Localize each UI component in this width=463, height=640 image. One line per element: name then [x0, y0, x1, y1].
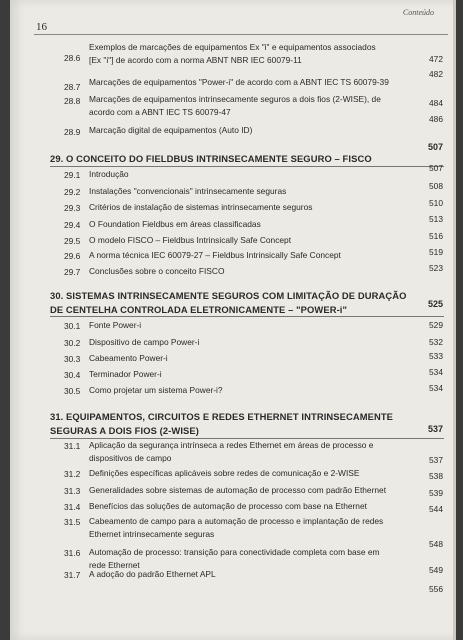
section-title: Benefícios das soluções de automação de processo com base na Ethernet: [89, 501, 367, 511]
chapter-title: 31. EQUIPAMENTOS, CIRCUITOS E REDES ETHERNET INTRINSECAMENTE SEGURAS A DOIS FIOS (2-WISE): [50, 411, 394, 436]
section-number: 29.3: [64, 203, 81, 213]
page-ref: 484: [429, 98, 443, 108]
chapter-rule: [50, 166, 444, 167]
section-title: Instalações "convencionais" intrinsecamente seguras: [89, 186, 287, 196]
page-ref: 513: [429, 214, 443, 224]
section-number: 29.5: [64, 236, 81, 246]
page-ref: 538: [429, 471, 443, 481]
page-ref: 472: [429, 54, 443, 64]
section-title: Automação de processo: transição para conectividade completa com base em rede Ethernet: [89, 547, 380, 570]
section-title: Introdução: [89, 169, 129, 179]
section-title: Definições específicas aplicáveis sobre redes de comunicação e 2-WISE: [89, 468, 360, 478]
section-title: O modelo FISCO – Fieldbus Intrinsically Safe Concept: [89, 235, 292, 245]
page-ref: 539: [429, 488, 443, 498]
page-ref: 523: [429, 263, 443, 273]
page-ref: 486: [429, 114, 443, 124]
page-ref: 510: [429, 198, 443, 208]
section-number: 28.9: [64, 127, 81, 137]
page-ref: 534: [429, 383, 443, 393]
chapter-rule: [50, 316, 444, 317]
page-ref: 548: [429, 539, 443, 549]
book-page: [10, 0, 456, 640]
page-ref: 508: [429, 181, 443, 191]
page-ref: 482: [429, 69, 443, 79]
chapter-title: 29. O CONCEITO DO FIELDBUS INTRINSECAMENTE SEGURO – FISCO: [50, 153, 372, 164]
page-ref: 556: [429, 584, 443, 594]
section-number: 31.1: [64, 441, 81, 451]
page-number: 16: [36, 21, 47, 33]
section-number: 30.4: [64, 370, 81, 380]
page-ref: 529: [429, 320, 443, 330]
section-number: 31.3: [64, 486, 81, 496]
page-ref: 507: [429, 163, 443, 173]
section-title: Exemplos de marcações de equipamentos Ex "i" e equipamentos associados [Ex "i"] de acordo com a norma ABNT NBR IEC 60079-11: [89, 42, 376, 65]
section-title: Critérios de instalação de sistemas intrinsecamente seguros: [89, 202, 313, 212]
section-title: Marcações de equipamentos intrinsecamente seguros a dois fios (2-WISE), de acordo com a ABNT IEC TS 60079-47: [89, 94, 381, 117]
section-number: 28.6: [64, 53, 81, 63]
section-number: 30.1: [64, 321, 81, 331]
section-title: Marcação digital de equipamentos (Auto ID): [89, 125, 253, 135]
section-title: Como projetar um sistema Power-i?: [89, 385, 223, 395]
section-title: A norma técnica IEC 60079-27 – Fieldbus Intrinsically Safe Concept: [89, 250, 341, 260]
section-title: Generalidades sobre sistemas de automação de processo com padrão Ethernet: [89, 485, 387, 495]
section-number: 29.1: [64, 170, 81, 180]
section-title: Conclusões sobre o conceito FISCO: [89, 266, 225, 276]
page-ref: 519: [429, 247, 443, 257]
page-ref: 534: [429, 367, 443, 377]
chapter-title: 30. SISTEMAS INTRINSECAMENTE SEGUROS COM LIMITAÇÃO DE DURAÇÃO DE CENTELHA CONTROLADA ELETRONICAMENTE – "POWER-i": [50, 290, 407, 315]
page-ref: 533: [429, 351, 443, 361]
section-title: A adoção do padrão Ethernet APL: [89, 569, 216, 579]
section-number: 31.5: [64, 517, 81, 527]
section-number: 31.4: [64, 502, 81, 512]
page-ref: 516: [429, 231, 443, 241]
section-number: 28.7: [64, 82, 81, 92]
section-title: O Foundation Fieldbus em áreas classificadas: [89, 219, 261, 229]
section-title: Cabeamento de campo para a automação de processo e implantação de redes Ethernet intrinsecamente seguras: [89, 516, 384, 539]
running-head: Conteúdo: [402, 8, 434, 17]
section-title: Cabeamento Power-i: [89, 353, 168, 363]
section-number: 30.3: [64, 354, 81, 364]
section-number: 29.7: [64, 267, 81, 277]
section-number: 29.4: [64, 220, 81, 230]
section-number: 31.6: [64, 548, 81, 558]
page-ref: 549: [429, 565, 443, 575]
section-number: 31.7: [64, 570, 81, 580]
section-title: Fonte Power-i: [89, 320, 142, 330]
section-title: Aplicação da segurança intrínseca a redes Ethernet em áreas de processo e dispositivos de campo: [89, 440, 374, 463]
section-title: Marcações de equipamentos "Power-i" de acordo com a ABNT IEC TS 60079-39: [89, 77, 389, 87]
page-ref: 537: [427, 424, 443, 434]
page-ref: 507: [427, 142, 443, 152]
header-rule: [34, 34, 448, 35]
section-number: 30.2: [64, 338, 81, 348]
section-number: 28.8: [64, 96, 81, 106]
page-ref: 525: [427, 299, 443, 309]
section-number: 29.2: [64, 187, 81, 197]
section-number: 31.2: [64, 469, 81, 479]
section-number: 30.5: [64, 386, 81, 396]
page-edge: [453, 0, 456, 640]
page-ref: 537: [429, 455, 443, 465]
section-title: Dispositivo de campo Power-i: [89, 337, 200, 347]
section-number: 29.6: [64, 251, 81, 261]
page-ref: 544: [429, 504, 443, 514]
section-title: Terminador Power-i: [89, 369, 162, 379]
page-ref: 532: [429, 337, 443, 347]
